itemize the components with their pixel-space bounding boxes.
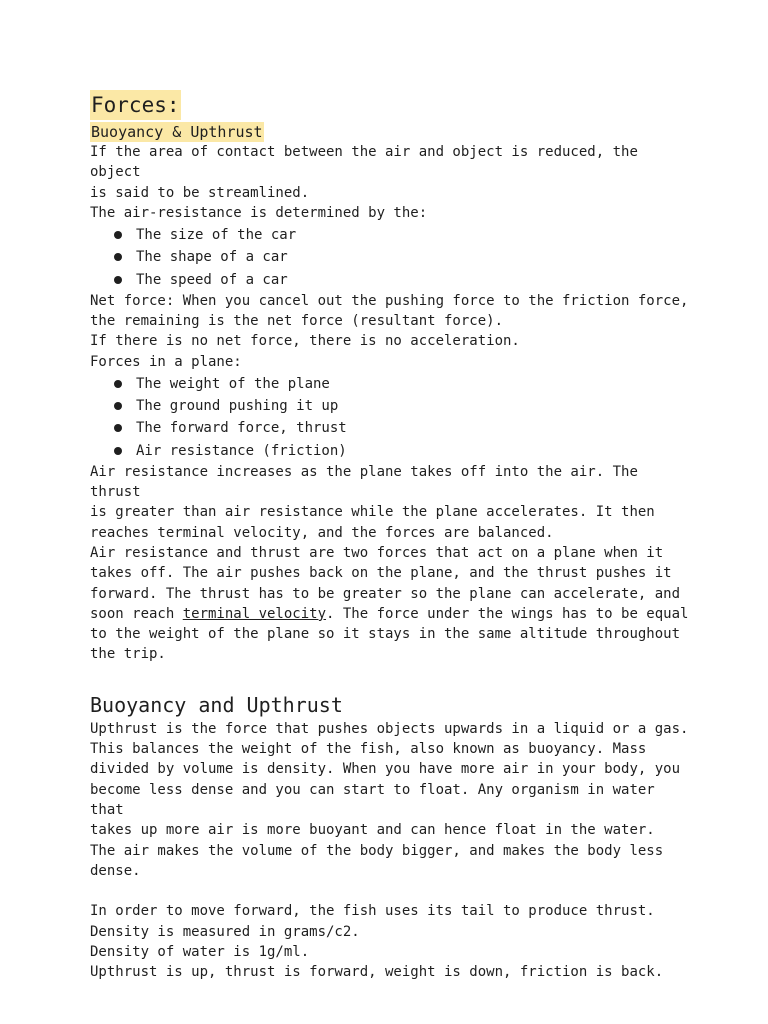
- bullet-icon: [114, 447, 122, 455]
- paragraph-streamlined: If the area of contact between the air and object is reduced, the object is said to be streamlined.: [90, 144, 638, 201]
- paragraph-net-force: Net force: When you cancel out the pushing force to the friction force, the remaining is the net force (resultant force).: [90, 292, 689, 330]
- doc-title: Forces:: [90, 90, 181, 120]
- paragraph-no-net-force: If there is no net force, there is no acceleration.: [90, 333, 520, 350]
- bullet-icon: [114, 276, 122, 284]
- bullet-icon: [114, 380, 122, 388]
- bullet-icon: [114, 402, 122, 410]
- list-item: The size of the car: [90, 224, 690, 246]
- paragraph-forces-in-plane: Forces in a plane:: [90, 353, 242, 370]
- terminal-velocity-link[interactable]: terminal velocity: [182, 605, 327, 622]
- doc-subtitle: Buoyancy & Upthrust: [91, 123, 263, 141]
- paragraph-fish-thrust: In order to move forward, the fish uses its tail to produce thrust.: [90, 903, 655, 920]
- bullet-icon: [114, 253, 122, 261]
- empty-line: [90, 881, 690, 901]
- document-page: [90, 90, 690, 983]
- paragraph-density-units: Density is measured in grams/c2.: [90, 923, 360, 940]
- paragraph-upthrust: Upthrust is the force that pushes objects upwards in a liquid or a gas. This balances the weight of the fish, also known as buoyancy. Mass divided by volume is density. When you have more air in your body, you become less dense and you can start to float. Any organism in water that takes up more air is more buoyant and can hence float in the water.: [90, 720, 689, 839]
- paragraph-water-density: Density of water is 1g/ml.: [90, 944, 310, 961]
- paragraph-thrust: Air resistance and thrust are two forces that act on a plane when it takes off. The air pushes back on the plane, and the thrust pushes it forward. The thrust has to be greater so the plane can accelerate, and soon reach terminal velocity. The force under the wings has to be equal to the weight of the plane so it stays in the same altitude throughout the trip.: [90, 544, 689, 663]
- list-item: The shape of a car: [90, 246, 690, 268]
- bullet-icon: [114, 231, 122, 239]
- paragraph-takeoff: Air resistance increases as the plane takes off into the air. The thrust is greater than air resistance while the plane accelerates. It then reaches terminal velocity, and the forces are balanced.: [90, 463, 655, 541]
- list-item: The forward force, thrust: [90, 417, 690, 439]
- list-item: The ground pushing it up: [90, 395, 690, 417]
- list-item: The weight of the plane: [90, 373, 690, 395]
- section-heading-buoyancy: Buoyancy and Upthrust: [90, 692, 343, 717]
- paragraph-air-resistance-intro: The air-resistance is determined by the:: [90, 204, 428, 221]
- paragraph-air-volume: The air makes the volume of the body bigger, and makes the body less dense.: [90, 842, 664, 879]
- bullet-icon: [114, 424, 122, 432]
- list-plane-forces: [90, 373, 690, 462]
- list-item: Air resistance (friction): [90, 440, 690, 462]
- list-item: The speed of a car: [90, 269, 690, 291]
- list-air-resistance-factors: [90, 224, 690, 291]
- paragraph-force-directions: Upthrust is up, thrust is forward, weight is down, friction is back.: [90, 964, 664, 981]
